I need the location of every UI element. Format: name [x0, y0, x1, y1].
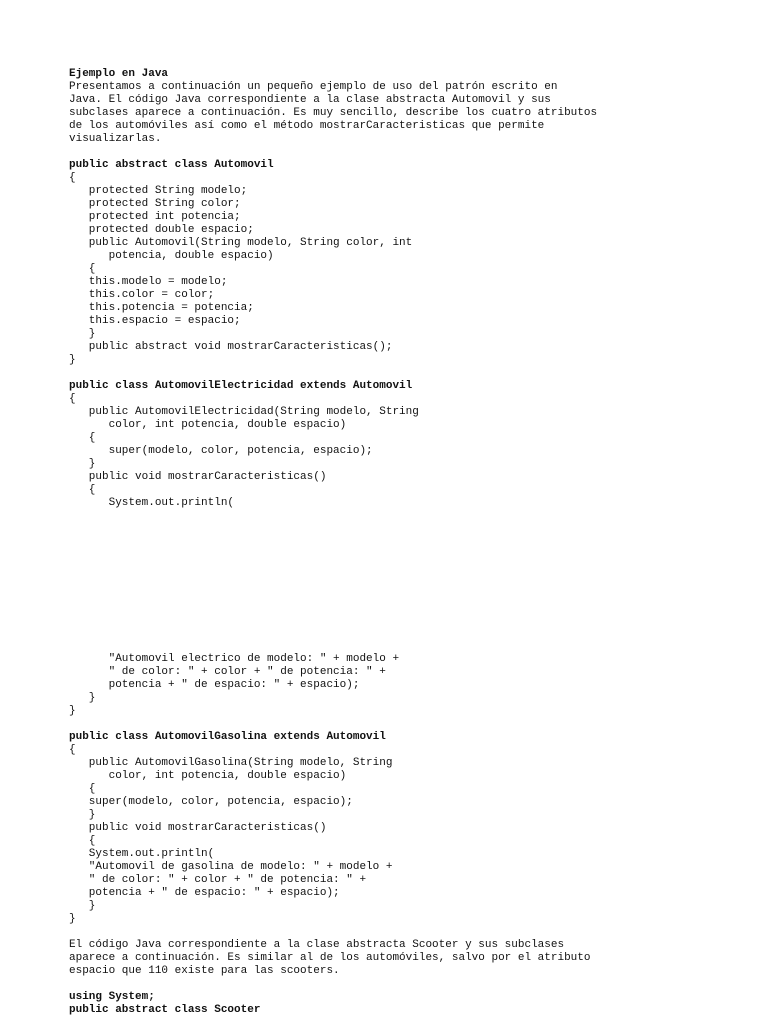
code-line: public AutomovilElectricidad(String modelo, String — [69, 406, 419, 418]
code-block-automovil-electricidad — [69, 380, 749, 718]
code-line: " de color: " + color + " de potencia: " + — [69, 666, 386, 678]
spacer — [69, 978, 749, 991]
paragraph-line: aparece a continuación. Es similar al de los automóviles, salvo por el atributo — [69, 952, 591, 964]
code-line: this.potencia = potencia; — [69, 302, 254, 314]
scooter-intro-paragraph — [69, 939, 749, 978]
code-line: } — [69, 328, 96, 340]
code-line: { — [69, 432, 96, 444]
code-line: public abstract void mostrarCaracteristicas(); — [69, 341, 393, 353]
spacer — [69, 367, 749, 380]
code-line: protected String color; — [69, 198, 241, 210]
code-line: } — [69, 692, 96, 704]
code-line: } — [69, 809, 96, 821]
code-line: potencia + " de espacio: " + espacio); — [69, 887, 340, 899]
code-line: public AutomovilGasolina(String modelo, String — [69, 757, 393, 769]
intro-line: visualizarlas. — [69, 133, 162, 145]
code-line: public void mostrarCaracteristicas() — [69, 822, 327, 834]
paragraph-line: espacio que 110 existe para las scooters. — [69, 965, 340, 977]
code-line: color, int potencia, double espacio) — [69, 770, 347, 782]
code-line: { — [69, 393, 76, 405]
code-line: " de color: " + color + " de potencia: " + — [69, 874, 367, 886]
spacer — [69, 718, 749, 731]
code-line: "Automovil de gasolina de modelo: " + modelo + — [69, 861, 393, 873]
code-block-automovil — [69, 159, 749, 367]
class-declaration: public class AutomovilGasolina extends Automovil — [69, 731, 386, 743]
class-declaration: public abstract class Scooter — [69, 1004, 261, 1016]
blank-area — [69, 510, 749, 653]
code-line: { — [69, 783, 96, 795]
code-block-automovil-gasolina — [69, 731, 749, 926]
intro-line: subclases aparece a continuación. Es muy sencillo, describe los cuatro atributos — [69, 107, 598, 119]
code-line: { — [69, 263, 96, 275]
code-line: } — [69, 900, 96, 912]
code-line: using System; — [69, 991, 155, 1003]
code-line: "Automovil electrico de modelo: " + modelo + — [69, 653, 400, 665]
paragraph-line: El código Java correspondiente a la clase abstracta Scooter y sus subclases — [69, 939, 565, 951]
code-line: this.modelo = modelo; — [69, 276, 228, 288]
section-heading: Ejemplo en Java — [69, 68, 169, 80]
spacer — [69, 926, 749, 939]
spacer — [69, 146, 749, 159]
code-line: super(modelo, color, potencia, espacio); — [69, 445, 373, 457]
code-line: { — [69, 835, 96, 847]
code-line: } — [69, 354, 76, 366]
code-line: { — [69, 484, 96, 496]
code-line: color, int potencia, double espacio) — [69, 419, 347, 431]
code-line: potencia, double espacio) — [69, 250, 274, 262]
code-line: this.espacio = espacio; — [69, 315, 241, 327]
code-line: protected int potencia; — [69, 211, 241, 223]
code-line: System.out.println( — [69, 848, 215, 860]
code-block-scooter — [69, 991, 749, 1017]
code-line: this.color = color; — [69, 289, 215, 301]
class-declaration: public abstract class Automovil — [69, 159, 274, 171]
code-line: { — [69, 172, 76, 184]
code-line: System.out.println( — [69, 497, 235, 509]
class-declaration: public class AutomovilElectricidad extends Automovil — [69, 380, 413, 392]
intro-line: Presentamos a continuación un pequeño ejemplo de uso del patrón escrito en — [69, 81, 558, 93]
code-line: { — [69, 744, 76, 756]
code-line: } — [69, 458, 96, 470]
code-line: public Automovil(String modelo, String color, int — [69, 237, 413, 249]
intro-paragraph — [69, 81, 749, 146]
code-line: } — [69, 705, 76, 717]
intro-line: de los automóviles así como el método mostrarCaracteristicas que permite — [69, 120, 545, 132]
code-line: public void mostrarCaracteristicas() — [69, 471, 327, 483]
code-line: protected double espacio; — [69, 224, 254, 236]
code-line: protected String modelo; — [69, 185, 248, 197]
code-line: super(modelo, color, potencia, espacio); — [69, 796, 353, 808]
code-line: } — [69, 913, 76, 925]
document-page — [69, 68, 749, 1017]
intro-line: Java. El código Java correspondiente a la clase abstracta Automovil y sus — [69, 94, 551, 106]
code-line: potencia + " de espacio: " + espacio); — [69, 679, 360, 691]
